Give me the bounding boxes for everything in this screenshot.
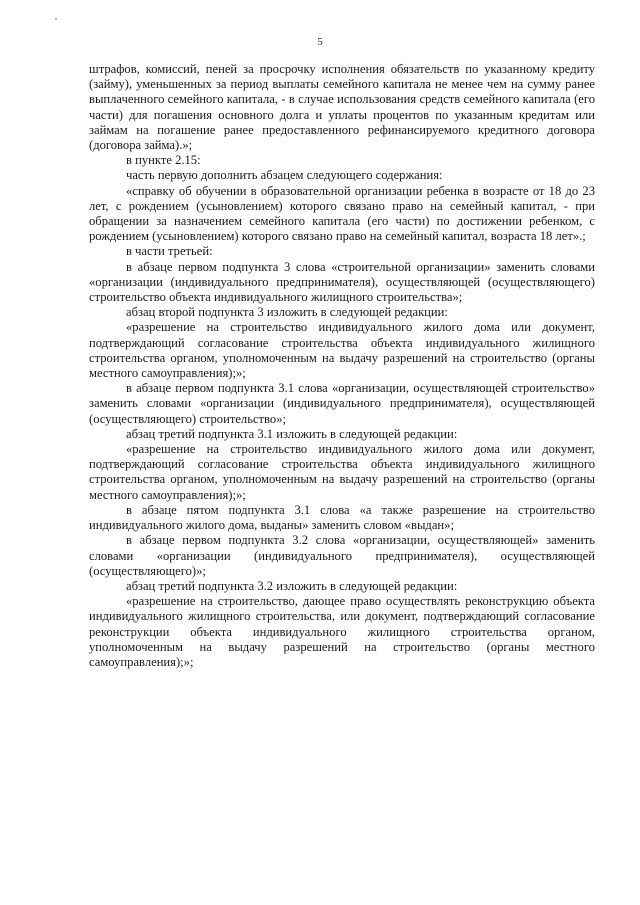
paragraph-point-2-15: в пункте 2.15: xyxy=(126,153,201,168)
paragraph-subpoint-3-1-third: абзац третий подпункта 3.1 изложить в следующей редакции: xyxy=(126,426,458,441)
paragraph-quote-education: «справку об обучении в образовательной организации ребенка в возрасте от 18 до 23 лет, с рождением (усыновлением) которого связано право на семейный капитал, - при обращении за назначением семейного капитала (его части) по достижении ребенком, с рождением (усыновлением) которого связано право на семейный капитал, возраста 18 лет».; xyxy=(89,183,595,244)
scan-speck xyxy=(55,18,57,20)
paragraph-quote-permit-1: «разрешение на строительство индивидуального жилого дома или документ, подтверждающий согласование строительства объекта индивидуального жилищного строительства органом, уполномоченным на выдачу разрешений на строительство (органы местного самоуправления);»; xyxy=(89,320,595,381)
paragraph-quote-permit-2: «разрешение на строительство индивидуального жилого дома или документ, подтверждающий согласование строительства объекта индивидуального жилищного строительства органом, уполномоченным на выдачу разрешений на строительство (органы местного самоуправления);»; xyxy=(89,442,595,502)
paragraph-continuation: штрафов, комиссий, пеней за просрочку исполнения обязательств по указанному кредиту (займу), уменьшенных за период выплаты семейного капитала не менее чем на сумму ранее выплаченного семейного капитала, - в случае использования средств семейного капитала (его части) для погашения основного долга и уплаты процентов по указанным кредитам или займам на погашение ранее предоставленного рефинансируемого кредитного договора (договора займа).»; xyxy=(89,62,595,153)
page-number: 5 xyxy=(317,36,323,48)
paragraph-part-one: часть первую дополнить абзацем следующего содержания: xyxy=(126,168,443,183)
paragraph-subpoint-3-1-first: в абзаце первом подпункта 3.1 слова «организации, осуществляющей строительство» заменить словами «организации (индивидуального предпринимателя), осуществляющей (осуществляющего) строительство»; xyxy=(89,381,595,426)
paragraph-subpoint-3-second: абзац второй подпункта 3 изложить в следующей редакции: xyxy=(126,305,448,320)
paragraph-subpoint-3-2-first: в абзаце первом подпункта 3.2 слова «организации, осуществляющей» заменить словами «организации (индивидуального предпринимателя), осуществляющей (осуществляющего)»; xyxy=(89,533,595,578)
paragraph-quote-reconstruction: «разрешение на строительство, дающее право осуществлять реконструкцию объекта индивидуального жилищного строительства, или документ, подтверждающий согласование реконструкции объекта индивидуального жилищного строительства органом, уполномоченным на выдачу разрешений на строительство (органы местного самоуправления);»; xyxy=(89,594,595,669)
paragraph-subpoint-3-first: в абзаце первом подпункта 3 слова «строительной организации» заменить словами «организации (индивидуального предпринимателя), осуществляющей (осуществляющего) строительство объекта индивидуального жилищного строительства»; xyxy=(89,259,595,305)
paragraph-subpoint-3-1-fifth: в абзаце пятом подпункта 3.1 слова «а также разрешение на строительство индивидуального жилого дома, выданы» заменить словом «выдан»; xyxy=(89,502,595,533)
document-body xyxy=(89,62,595,670)
paragraph-part-three: в части третьей: xyxy=(126,244,213,259)
paragraph-subpoint-3-2-third: абзац третий подпункта 3.2 изложить в следующей редакции: xyxy=(126,578,458,593)
